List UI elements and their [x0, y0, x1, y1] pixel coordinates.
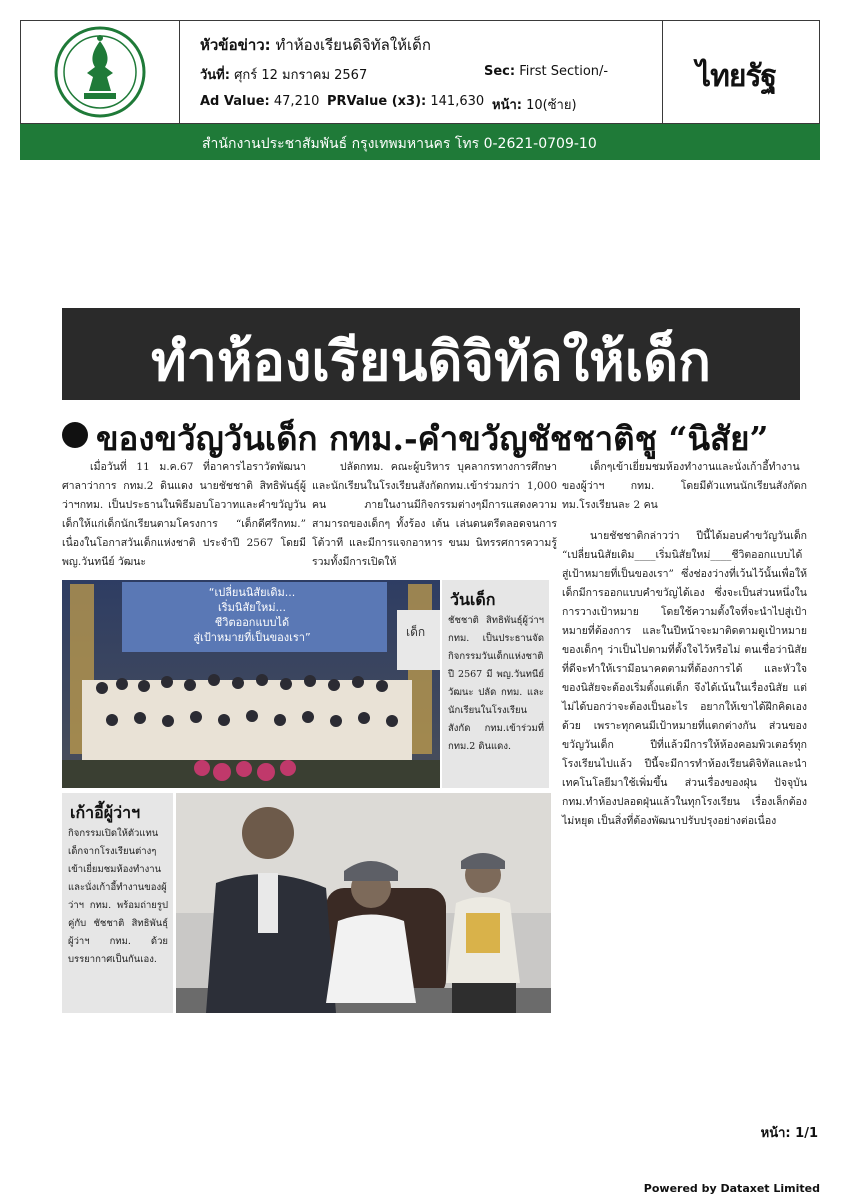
caption-1-heading: วันเด็ก — [450, 590, 496, 609]
ad-value: 47,210 — [273, 94, 320, 109]
article-title: ทำห้องเรียนดิจิทัลให้เด็ก — [151, 329, 711, 393]
governor-photo — [176, 793, 551, 1013]
ad-value-label: Ad Value: — [200, 94, 270, 109]
photo-banner-line-2: เริ่มนิสัยใหม่... — [218, 601, 286, 614]
page-value: 10(ซ้าย) — [526, 98, 577, 113]
column-3-paragraph-1: เด็กๆเข้าเยี่ยมชมห้องทำงานและนั่งเก้าอี้ทำงานของผู้ว่าฯ กทม. โดยมีตัวแทนนักเรียนสังกัดกทม.โรงเรียนละ 2 คน — [562, 461, 807, 511]
footer-page-indicator — [761, 1122, 818, 1143]
governor-photo-image — [176, 793, 551, 1013]
caption-children-day — [442, 580, 549, 788]
pr-value-label: PRValue (x3): — [327, 94, 427, 109]
photo-banner-line-1: “เปลี่ยนนิสัยเดิม... — [208, 586, 296, 599]
article-column-2 — [312, 458, 557, 572]
bma-logo-cell — [21, 21, 180, 123]
page-row — [492, 94, 577, 115]
headline-label: หัวข้อข่าว: — [200, 36, 271, 54]
office-contact: สำนักงานประชาสัมพันธ์ กรุงเทพมหานคร โทร 0-2621-0709-10 — [202, 136, 597, 152]
headline-value: ทำห้องเรียนดิจิทัลให้เด็ก — [275, 36, 431, 54]
footer-page-value: 1/1 — [795, 1126, 818, 1141]
article-column-3 — [562, 458, 807, 831]
article-column-1 — [62, 458, 306, 572]
powered-by: Powered by Dataxet Limited — [643, 1182, 820, 1195]
bma-seal-icon — [21, 21, 179, 123]
section-value: First Section/- — [519, 64, 609, 79]
section-row — [484, 64, 608, 79]
group-photo — [62, 580, 440, 788]
column-2-text: ปลัดกทม. คณะผู้บริหาร บุคลากรทางการศึกษา และนักเรียนในโรงเรียนสังกัดกทม.เข้าร่วมกว่า 1,000 คน ภายในงานมีกิจกรรมต่างๆมีการแสดงความสามารถของเด็กๆ ทั้งร้อง เต้น เล่นดนตรีตลอดจนการโต้วาที และมีการแจกอาหาร ขนม นิทรรศการความรู้ รวมทั้งมีการเปิดให้ — [312, 461, 557, 568]
newspaper-name: ไทยรัฐ — [696, 59, 777, 94]
pr-value: 141,630 — [430, 94, 485, 109]
photo-side-sign: เด็ก — [406, 625, 426, 639]
caption-1-body: ชัชชาติ สิทธิพันธุ์ผู้ว่าฯกทม. เป็นประธานจัดกิจกรรมวันเด็กแห่งชาติ ปี 2567 มี พญ.วันทนีย์ วัฒนะ ปลัด กทม. และนักเรียนในโรงเรียนสังกัด กทม.เข้าร่วมที่ กทม.2 ดินแดง. — [448, 615, 544, 752]
office-bar — [20, 124, 820, 160]
photo-banner-line-4: สู่เป้าหมายที่เป็นของเรา” — [193, 631, 311, 644]
caption-governor-chair — [62, 793, 173, 1013]
date-label: วันที่: — [200, 68, 230, 83]
article-title-banner — [62, 308, 800, 400]
column-1-text: เมื่อวันที่ 11 ม.ค.67 ที่อาคารไอราวัตพัฒนา ศาลาว่าการ กทม.2 ดินแดง นายชัชชาติ สิทธิพันธุ์ผู้ว่าฯกทม. เป็นประธานในพิธีมอบโอวาทและคำขวัญวันเด็กให้แก่เด็กนักเรียนตามโครงการ “เด็กดีศรีกทม.” เนื่องในโอกาสวันเด็กแห่งชาติ ประจำปี 2567 โดยมี พญ.วันทนีย์ วัฒนะ — [62, 461, 306, 568]
bullet-icon — [62, 422, 88, 448]
clipping-header — [20, 20, 820, 124]
headline-row — [200, 33, 431, 57]
footer-page-label: หน้า: — [760, 1126, 791, 1141]
newspaper-cell — [662, 21, 819, 123]
clipping-info — [179, 21, 663, 123]
date-value: ศุกร์ 12 มกราคม 2567 — [234, 68, 368, 83]
pr-value-row — [327, 94, 484, 109]
page-label: หน้า: — [492, 98, 522, 113]
caption-2-heading: เก้าอี้ผู้ว่าฯ — [70, 803, 141, 822]
caption-2-body: กิจกรรมเปิดให้ตัวแทนเด็กจากโรงเรียนต่างๆเข้าเยี่ยมชมห้องทำงานและนั่งเก้าอี้ทำงานของผู้ว่าฯ กทม. พร้อมถ่ายรูปคู่กับ ชัชชาติ สิทธิพันธุ์ ผู้ว่าฯ กทม. ด้วยบรรยากาศเป็นกันเอง. — [68, 828, 168, 965]
photo-banner-line-3: ชีวิตออกแบบได้ — [214, 616, 290, 629]
group-photo-image — [62, 580, 440, 788]
date-row — [200, 64, 367, 85]
column-3-paragraph-2: นายชัชชาติกล่าวว่า ปีนี้ได้มอบคำขวัญวันเด็ก “เปลี่ยนนิสัยเดิม____เริ่มนิสัยใหม่____ชีวิตออกแบบได้ สู่เป้าหมายที่เป็นของเรา” ซึ่งช่องว่างที่เว้นไว้นั้นเพื่อให้เด็กมีการออกแบบคำขวัญได้เอง ซึ่งจะเป็นส่วนหนึ่งในการวางเป้าหมาย โดยใช้ความตั้งใจที่จะนำไปสู่เป้าหมายที่ต้องการ และในปีหน้าจะมาติดตามดูเป้าหมายของเด็กๆ ว่าเป็นไปตามที่ตั้งใจไว้หรือไม่ ตนเชื่อว่านิสัยที่ดีจะทำให้เรามีอนาคตตามที่ต้องการได้ และหัวใจของนิสัยจะต้องเริ่มตั้งแต่เด็ก จึงได้เน้นในเรื่องนิสัย แต่ไม่ได้บอกว่าจะต้องเป็นอะไร อยากให้เขาได้ฝึกคิดเองด้วย เพราะทุกคนมีเป้าหมายที่แตกต่างกัน ส่วนของขวัญวันเด็ก ปีที่แล้วมีการให้ห้องคอมพิวเตอร์ทุกโรงเรียนไปแล้ว ปีนี้จะมีการทำห้องเรียนดิจิทัลและนำเทคโนโลยีมาใช้เพิ่มขึ้น ส่วนเรื่องของฝุ่น ปัจจุบัน กทม.ทำห้องปลอดฝุ่นแล้วในทุกโรงเรียน เรื่องเล็กต้องไม่หยุด เป็นสิ่งที่ต้องพัฒนาปรับปรุงอย่างต่อเนื่อง — [562, 530, 807, 827]
section-label: Sec: — [484, 64, 516, 79]
ad-value-row — [200, 94, 319, 109]
article-subtitle: ของขวัญวันเด็ก กทม.-คำขวัญชัชชาติชู “นิสัย” — [96, 419, 769, 458]
